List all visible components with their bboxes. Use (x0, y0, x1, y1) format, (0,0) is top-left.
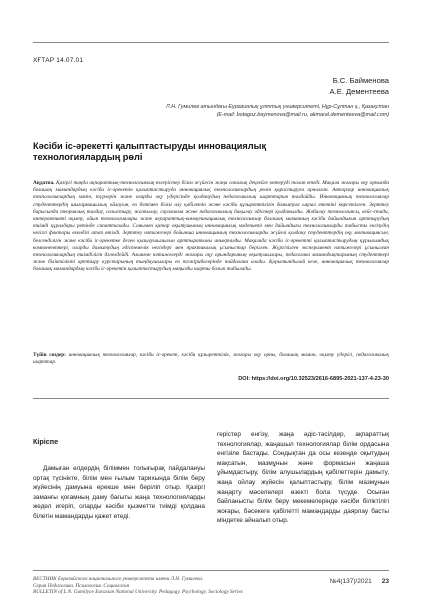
page-number: 23 (381, 578, 389, 585)
intro-heading: Кіріспе (33, 437, 59, 446)
journal-name (33, 576, 243, 596)
irstea-code: ХҒТАР 14.07.01 (33, 57, 84, 64)
section-rule (33, 398, 389, 399)
authors-block (330, 75, 389, 97)
author-name: А.Е. Дементеева (329, 87, 389, 96)
affiliation-block (110, 103, 389, 119)
affiliation-email: (E-mail: botagoz.baymenova@mail.ru, akmaral.dementeeva@mail.com) (216, 112, 389, 118)
intro-column-right: герістер енгізу, жаңа әдіс-тәсілдер, ақпараттық технологиялар, жаңашыл технологиялар білім ордасына енгізіле бастады. Сондықтан да осы кезеңде оқытудың мақсатын, мазмұнын және формасын жаңаша ұйымдастыру, білім алушылардың қабілеттерін дамыту, жаңа ойлау жүйесін қалыптастыру, білім мазмұнын жаңарту мәселелері өзекті бола түсуде. Осыған байланысты білім беру мекемелерінде кәсіби біліктілігі жоғары, бәсекеге қабілетті мамандарды даярлау басты міндетке айналып отыр. (217, 431, 389, 525)
journal-line: BULLETIN of L.N. Gumilyov Eurasian National University. Pedagogy. Psychology. Sociology Series (33, 589, 243, 596)
doi-link[interactable]: DOI: https://doi.org/10.32523/2616-6895-2021-137-4-23-30 (238, 376, 389, 382)
issue-info (330, 578, 389, 585)
abstract-label: Аңдатпа. (33, 180, 55, 186)
keywords-text: инновациялық технологиялар, кәсіби іс-әрекет, кәсіби құзыреттілік, жоғары оқу орны, болашақ маман, оқыту үдерісі, педагогикалық шарттар. (33, 352, 389, 366)
intro-column-left: Дамыған елдердің біліммен толығырақ пайдалануы ортақ түсінікте, білім мен ғылым тарихында білім беру жүйесінің дамуына ерекше мән беріліп отыр. Қазіргі заманғы қоғамның даму бағыты жаңа технологияларды жедел игеріп, оларды кәсіби қызметте тиімді қолдана білетін мамандарды қажет етеді. (33, 465, 205, 520)
abstract-text: Қазіргі таңда ақпараттық-технологиялық өзгерістер білім жүйесін жаңа сапалық деңгейге көтеруді талап етеді. Мақала жоғары оқу орнында болашақ мамандардың кәсіби іс-әрекетін қалыптастыруда инновациялық технологиялардың рөлін қарастыруға арналған. Авторлар инновациялық технологиялардың мәнін, түрлерін және оларды оқу үдерісінде қолданудың педагогикалық шарттарын талдайды. Инновациялық технологиялар студенттердің шығармашылық ойлауын, өз бетімен білім алу қабілетін және кәсіби құзыреттілігін дамытуға ықпал ететіні көрсетілген. Зерттеу барысында теориялық талдау, салыстыру, жалпылау, сауалнама және педагогикалық бақылау әдістері қолданылды. Жобалау технологиясы, кейс-стади, интерактивті оқыту, ойын технологиялары және ақпараттық-коммуникациялық технологиялар болашақ маманның кәсіби дайындығын арттырудың тиімді құралдары ретінде сипатталады. Сонымен қатар оқытушының инновациялық мәдениеті мен дайындығы технологияларды табысты енгізудің негізгі факторы екендігі атап өтілді. Зерттеу нәтижелері бойынша инновациялық технологияларды жүйелі қолдану студенттердің оқу мотивациясын, белсенділігін және кәсіби іс-әрекетке деген қызығушылығын арттыратыны анықталды. Мақалада кәсіби іс-әрекетті қалыптастырудың құрылымдық компоненттері, оларды дамытудың әдістемелік негіздері мен практикалық ұсыныстар берілген. Жүргізілген эксперимент нәтижелері ұсынылған технологиялардың тиімділігін дәлелдейді. Алынған нәтижелерді жоғары оқу орындарының оқытушылары, педагогика мамандықтарының студенттері және біліктілікті арттыру курстарының тыңдаушылары өз тәжірибелерінде пайдалана алады. Қорытындылай келе, инновациялық технологиялар болашақ мамандардың кәсіби іс-әрекетін қалыптастырудың маңызды шарты болып табылады. (33, 180, 389, 273)
article-title-line: технологиялардың рөлі (33, 152, 143, 162)
journal-line: Серия Педагогика. Психология. Социология (33, 582, 130, 589)
author-name: Б.С. Байменова (332, 76, 389, 85)
journal-line: ВЕСТНИК Евразийского национального университета имени Л.Н. Гумилева. (33, 576, 204, 582)
header-rule (33, 42, 389, 43)
issue-number: №4(137)/2021 (329, 578, 372, 585)
keywords-label: Түйін сөздер: (33, 352, 66, 358)
abstract (33, 180, 389, 348)
article-title-line: Кәсіби іс-әрекетті қалыптастыруды инновациялық (33, 141, 267, 151)
keywords (33, 352, 389, 367)
affiliation-line: Л.Н. Гумилев атындағы Еуразиялық ұлттық университеті, Нұр-Сұлтан қ., Қазақстан (166, 104, 389, 110)
footer-rule (33, 570, 389, 571)
article-title (33, 141, 333, 163)
